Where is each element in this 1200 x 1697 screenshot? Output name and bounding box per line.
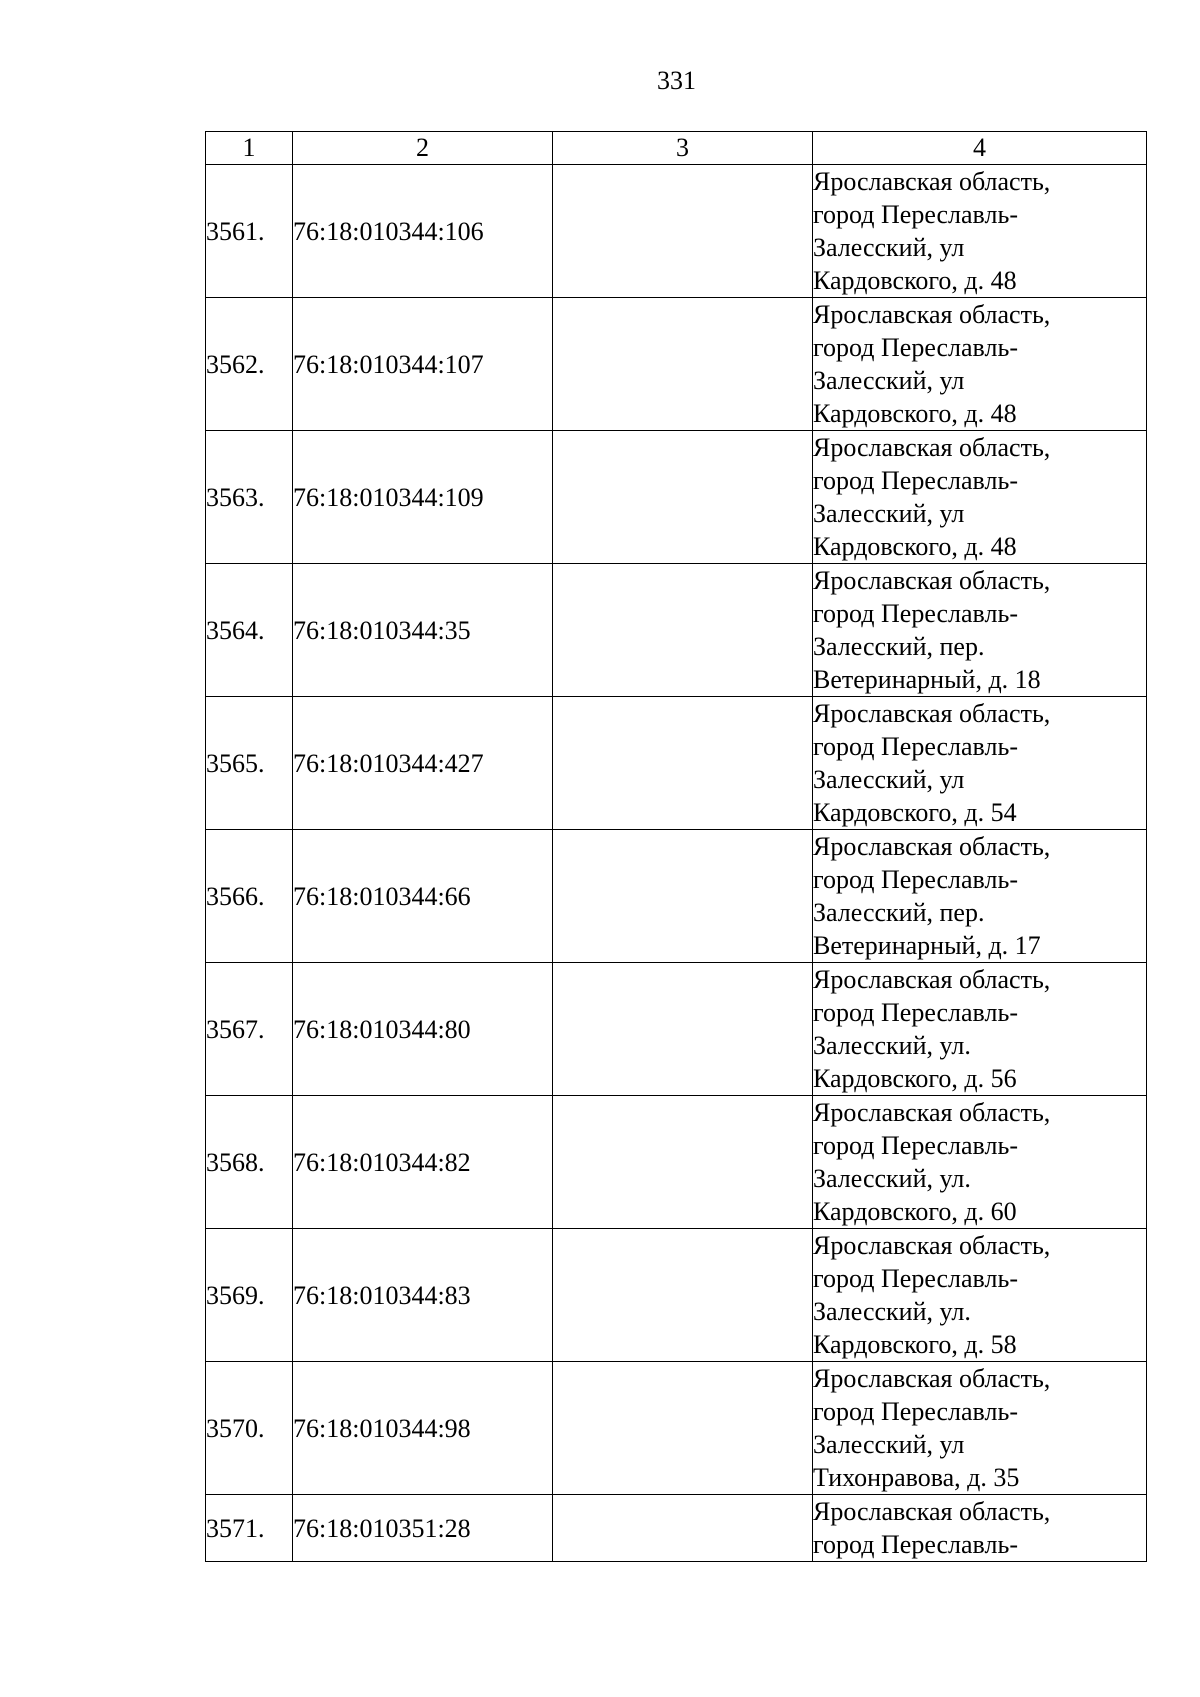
table-row [206, 963, 1147, 1096]
address-cell: Ярославская область, город Переславль- Залесский, ул Кардовского, д. 54 [813, 697, 1147, 830]
row-number: 3567. [206, 963, 293, 1096]
column-3-cell [553, 697, 813, 830]
table-row [206, 830, 1147, 963]
column-header-1: 1 [206, 132, 293, 165]
column-header-2: 2 [293, 132, 553, 165]
address-cell: Ярославская область, город Переславль- Залесский, ул Кардовского, д. 48 [813, 165, 1147, 298]
row-number: 3570. [206, 1362, 293, 1495]
row-number: 3562. [206, 298, 293, 431]
cadastral-number: 76:18:010344:83 [293, 1229, 553, 1362]
row-number: 3564. [206, 564, 293, 697]
column-3-cell [553, 830, 813, 963]
row-number: 3563. [206, 431, 293, 564]
table-row [206, 564, 1147, 697]
column-3-cell [553, 1229, 813, 1362]
row-number: 3569. [206, 1229, 293, 1362]
row-number: 3571. [206, 1495, 293, 1562]
column-3-cell [553, 1495, 813, 1562]
registry-table [205, 131, 1147, 1562]
cadastral-number: 76:18:010344:80 [293, 963, 553, 1096]
cadastral-number: 76:18:010344:109 [293, 431, 553, 564]
address-cell: Ярославская область, город Переславль- Залесский, ул. Кардовского, д. 60 [813, 1096, 1147, 1229]
table-row [206, 298, 1147, 431]
cadastral-number: 76:18:010344:98 [293, 1362, 553, 1495]
row-number: 3561. [206, 165, 293, 298]
address-cell: Ярославская область, город Переславль- Залесский, пер. Ветеринарный, д. 17 [813, 830, 1147, 963]
table-row [206, 1229, 1147, 1362]
cadastral-number: 76:18:010344:107 [293, 298, 553, 431]
table-header-row [206, 132, 1147, 165]
address-cell: Ярославская область, город Переславль- [813, 1495, 1147, 1562]
table-row [206, 1495, 1147, 1562]
table-row [206, 431, 1147, 564]
cadastral-number: 76:18:010344:82 [293, 1096, 553, 1229]
cadastral-number: 76:18:010344:66 [293, 830, 553, 963]
cadastral-number: 76:18:010344:106 [293, 165, 553, 298]
address-cell: Ярославская область, город Переславль- Залесский, ул. Кардовского, д. 56 [813, 963, 1147, 1096]
column-3-cell [553, 298, 813, 431]
table-row [206, 1096, 1147, 1229]
row-number: 3565. [206, 697, 293, 830]
column-3-cell [553, 165, 813, 298]
table-row [206, 697, 1147, 830]
address-cell: Ярославская область, город Переславль- Залесский, ул Кардовского, д. 48 [813, 298, 1147, 431]
row-number: 3566. [206, 830, 293, 963]
row-number: 3568. [206, 1096, 293, 1229]
column-header-4: 4 [813, 132, 1147, 165]
table-row [206, 165, 1147, 298]
address-cell: Ярославская область, город Переславль- Залесский, ул Кардовского, д. 48 [813, 431, 1147, 564]
cadastral-number: 76:18:010344:427 [293, 697, 553, 830]
column-3-cell [553, 963, 813, 1096]
column-3-cell [553, 1096, 813, 1229]
address-cell: Ярославская область, город Переславль- Залесский, ул Тихонравова, д. 35 [813, 1362, 1147, 1495]
column-header-3: 3 [553, 132, 813, 165]
column-3-cell [553, 431, 813, 564]
column-3-cell [553, 564, 813, 697]
address-cell: Ярославская область, город Переславль- Залесский, пер. Ветеринарный, д. 18 [813, 564, 1147, 697]
cadastral-number: 76:18:010344:35 [293, 564, 553, 697]
column-3-cell [553, 1362, 813, 1495]
page-number: 331 [657, 66, 696, 95]
table-row [206, 1362, 1147, 1495]
cadastral-number: 76:18:010351:28 [293, 1495, 553, 1562]
address-cell: Ярославская область, город Переславль- Залесский, ул. Кардовского, д. 58 [813, 1229, 1147, 1362]
